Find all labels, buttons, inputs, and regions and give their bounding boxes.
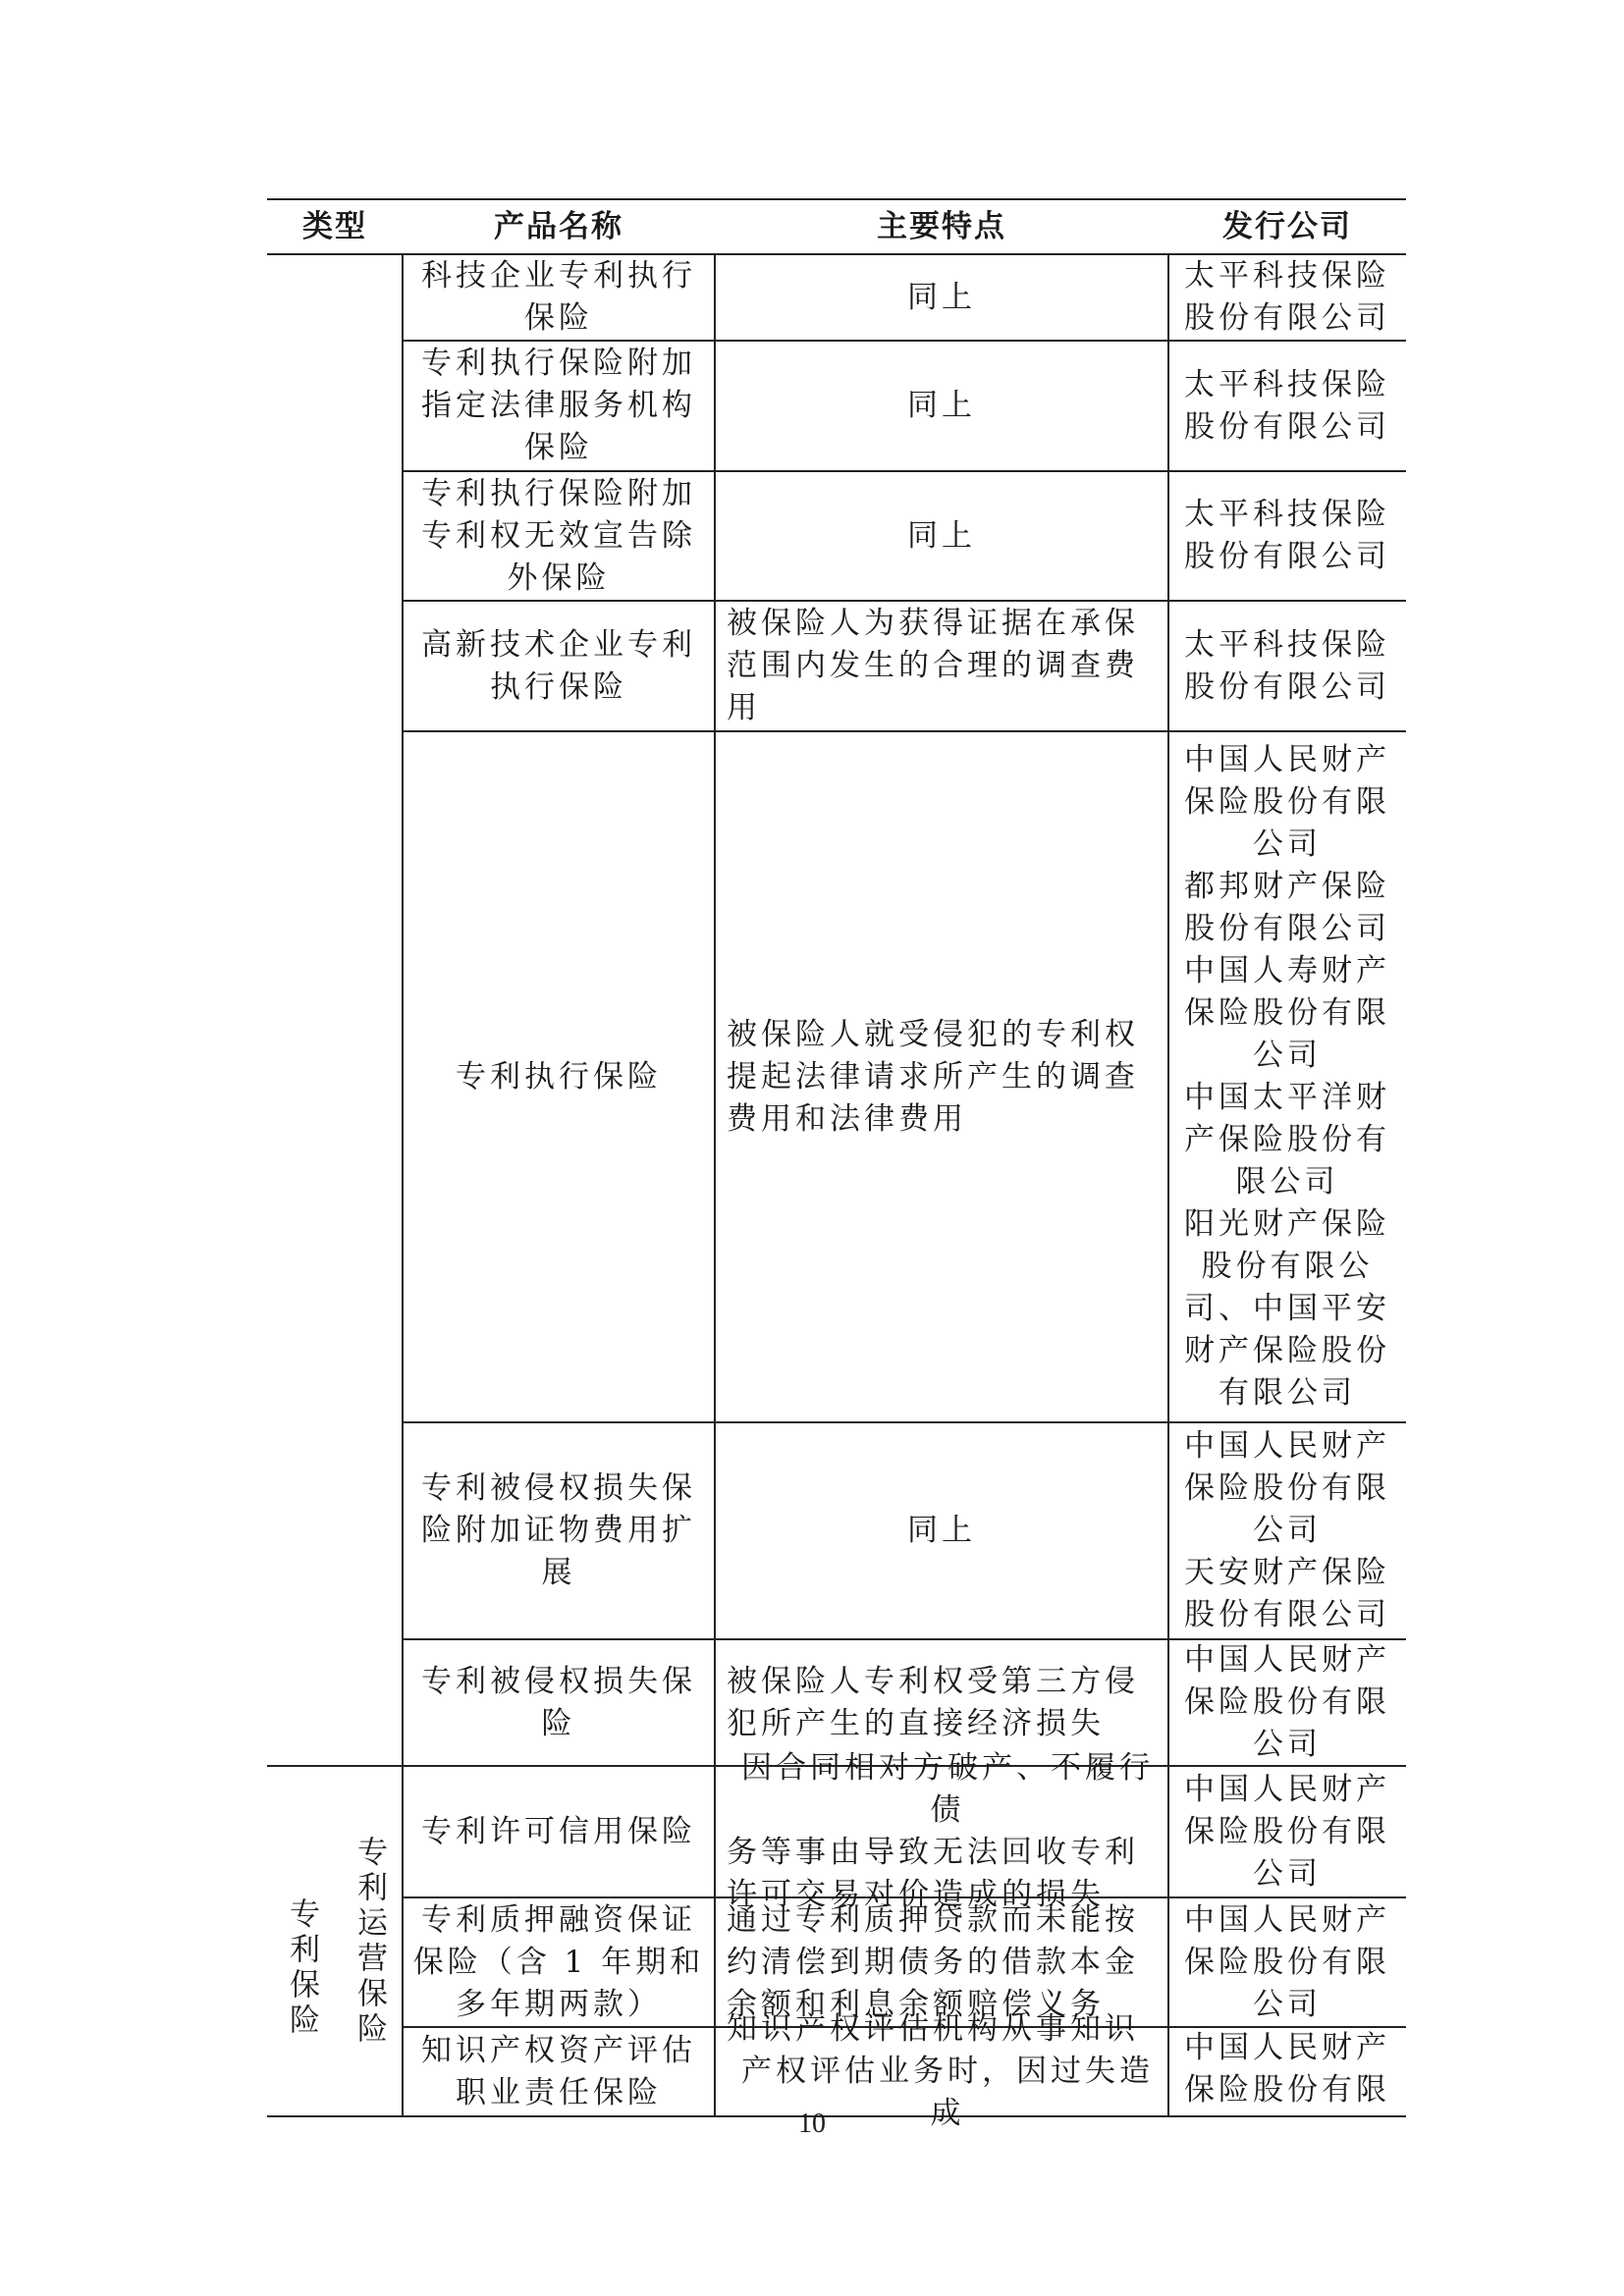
product-name-cell	[403, 341, 715, 471]
product-name-cell	[403, 1422, 715, 1639]
product-name-cell	[403, 254, 715, 341]
category-patent-insurance	[267, 1806, 335, 2130]
header-features: 主要特点	[877, 208, 1006, 244]
features-cell-line: 费用和法律费用	[727, 1100, 967, 1137]
company-cell	[1168, 2027, 1406, 2116]
company-cell-line: 中国人民财产	[1184, 1771, 1390, 1807]
product-name-cell-line: 专利执行保险附加	[421, 346, 696, 381]
features-cell-line: 同上	[907, 1513, 976, 1548]
company-cell-line: 财产保险股份	[1184, 1333, 1390, 1368]
company-cell-line: 太平科技保险	[1184, 626, 1390, 663]
features-cell-line: 被保险人就受侵犯的专利权	[727, 1016, 1139, 1052]
product-name-cell-line: 专利执行保险附加	[421, 475, 696, 511]
company-cell	[1168, 1639, 1406, 1766]
company-cell-line: 公司	[1253, 1986, 1322, 2022]
product-name-cell-line: 专利权无效宣告除	[421, 517, 696, 554]
features-cell-line: 范围内发生的合理的调查费	[727, 648, 1139, 683]
company-cell-line: 中国人民财产	[1184, 2030, 1390, 2065]
features-cell-line: 同上	[907, 388, 976, 423]
company-cell-line: 有限公司	[1218, 1375, 1356, 1411]
features-cell-line: 犯所产生的直接经济损失	[727, 1705, 1105, 1741]
features-cell-line: 约清偿到期债务的借款本金	[727, 1944, 1139, 1980]
product-name-cell-line: 执行保险	[490, 668, 627, 705]
company-cell-line: 中国人民财产	[1184, 1901, 1390, 1938]
features-cell	[715, 471, 1168, 601]
features-cell-line: 许可交易对价造成的损失	[727, 1877, 1105, 1912]
features-cell-line: 被保险人专利权受第三方侵	[727, 1663, 1139, 1699]
product-name-cell-line: 保险（含 1 年期和	[412, 1944, 705, 1980]
product-name-cell-line: 专利被侵权损失保	[421, 1663, 696, 1699]
company-cell	[1168, 254, 1406, 341]
company-cell	[1168, 601, 1406, 731]
product-name-cell-line: 专利被侵权损失保	[421, 1470, 696, 1506]
company-cell-line: 公司	[1253, 1727, 1322, 1762]
company-cell-line: 太平科技保险	[1184, 497, 1390, 532]
company-cell-line: 保险股份有限	[1184, 1813, 1390, 1849]
product-name-cell-line: 科技企业专利执行	[421, 258, 696, 294]
product-name-cell-line: 险附加证物费用扩	[421, 1513, 696, 1548]
company-cell-line: 保险股份有限	[1184, 995, 1390, 1031]
product-name-cell-line: 专利许可信用保险	[421, 1813, 696, 1849]
company-cell-line: 公司	[1253, 1855, 1322, 1892]
product-name-cell-line: 专利质押融资保证	[421, 1901, 696, 1938]
company-cell-line: 中国人民财产	[1184, 1428, 1390, 1464]
company-cell-line: 保险股份有限	[1184, 1684, 1390, 1720]
features-cell-line: 通过专利质押贷款而未能按	[727, 1901, 1139, 1938]
features-cell-line: 提起法律请求所产生的调查	[727, 1058, 1139, 1095]
company-cell-line: 中国人民财产	[1184, 1642, 1390, 1678]
company-cell-line: 太平科技保险	[1184, 258, 1390, 294]
company-cell-line: 公司	[1253, 827, 1322, 862]
features-cell-line: 同上	[907, 279, 976, 315]
product-name-cell	[403, 1897, 715, 2027]
header-type: 类型	[302, 208, 367, 244]
company-cell-line: 公司	[1253, 1513, 1322, 1548]
company-cell-line: 产保险股份有	[1184, 1122, 1390, 1157]
company-cell-line: 股份有限公司	[1184, 300, 1390, 336]
features-cell	[715, 341, 1168, 471]
company-cell-line: 股份有限公	[1201, 1249, 1374, 1284]
company-cell-line: 股份有限公司	[1184, 911, 1390, 946]
product-name-cell	[403, 601, 715, 731]
product-name-cell-line: 险	[541, 1705, 576, 1741]
product-name-cell-line: 外保险	[507, 560, 611, 596]
company-cell-line: 保险股份有限	[1184, 2072, 1390, 2108]
company-cell-line: 司、中国平安	[1184, 1291, 1390, 1326]
category-patent-operation-insurance	[335, 1766, 403, 2116]
company-cell-line: 阳光财产保险	[1184, 1206, 1390, 1242]
company-cell-line: 中国人寿财产	[1184, 953, 1390, 988]
company-cell-line: 天安财产保险	[1184, 1555, 1390, 1590]
header-product: 产品名称	[494, 208, 623, 244]
product-name-cell	[403, 1639, 715, 1766]
company-cell-line: 公司	[1253, 1038, 1322, 1073]
company-cell-line: 股份有限公司	[1184, 1597, 1390, 1632]
company-cell-line: 保险股份有限	[1184, 784, 1390, 820]
product-name-cell-line: 展	[541, 1555, 576, 1590]
company-cell-line: 股份有限公司	[1184, 668, 1390, 705]
features-cell-line: 产权评估业务时，因过失造成	[741, 2054, 1154, 2131]
features-cell	[715, 254, 1168, 341]
features-cell-line: 余额和利息余额赔偿义务	[727, 1986, 1105, 2022]
company-cell	[1168, 1766, 1406, 1897]
product-name-cell-line: 知识产权资产评估	[421, 2032, 696, 2068]
header-company: 发行公司	[1222, 208, 1352, 244]
company-cell-line: 限公司	[1235, 1164, 1339, 1200]
company-cell-line: 中国人民财产	[1184, 742, 1390, 777]
company-cell-line: 保险股份有限	[1184, 1944, 1390, 1980]
company-cell-line: 保险股份有限	[1184, 1470, 1390, 1506]
product-name-cell-line: 专利执行保险	[456, 1058, 662, 1095]
product-name-cell	[403, 2027, 715, 2116]
features-cell-line: 同上	[907, 517, 976, 554]
product-name-cell	[403, 731, 715, 1422]
product-name-cell-line: 高新技术企业专利	[421, 626, 696, 663]
company-cell-line: 中国太平洋财	[1184, 1080, 1390, 1115]
company-cell-line: 都邦财产保险	[1184, 869, 1390, 904]
product-name-cell-line: 指定法律服务机构	[421, 388, 696, 423]
category-patent-insurance-text: 专利保险	[284, 1897, 319, 2039]
features-cell-line: 务等事由导致无法回收专利	[727, 1835, 1139, 1870]
product-name-cell-line: 保险	[524, 430, 593, 465]
company-cell	[1168, 1422, 1406, 1639]
product-name-cell-line: 多年期两款）	[456, 1986, 662, 2022]
features-cell-line: 知识产权评估机构从事知识	[727, 2011, 1139, 2047]
features-cell	[715, 731, 1168, 1422]
company-cell	[1168, 471, 1406, 601]
product-name-cell-line: 保险	[524, 300, 593, 336]
features-cell-line: 被保险人为获得证据在承保	[727, 606, 1139, 641]
company-cell-line: 股份有限公司	[1184, 539, 1390, 574]
features-cell-line: 用	[727, 690, 761, 725]
category-patent-operation-insurance-text: 专利运营保险	[352, 1835, 387, 2048]
company-cell	[1168, 1897, 1406, 2027]
features-cell	[715, 1750, 1168, 1912]
product-name-cell	[403, 471, 715, 601]
product-name-cell	[403, 1766, 715, 1897]
company-cell	[1168, 341, 1406, 471]
features-cell	[715, 601, 1168, 731]
features-cell-line: 因合同相对方破产、不履行债	[741, 1750, 1154, 1828]
company-cell	[1168, 731, 1406, 1422]
product-name-cell-line: 职业责任保险	[456, 2074, 662, 2110]
features-cell	[715, 1422, 1168, 1639]
company-cell-line: 太平科技保险	[1184, 366, 1390, 402]
company-cell-line: 股份有限公司	[1184, 408, 1390, 445]
page-number: 10	[798, 2109, 826, 2139]
